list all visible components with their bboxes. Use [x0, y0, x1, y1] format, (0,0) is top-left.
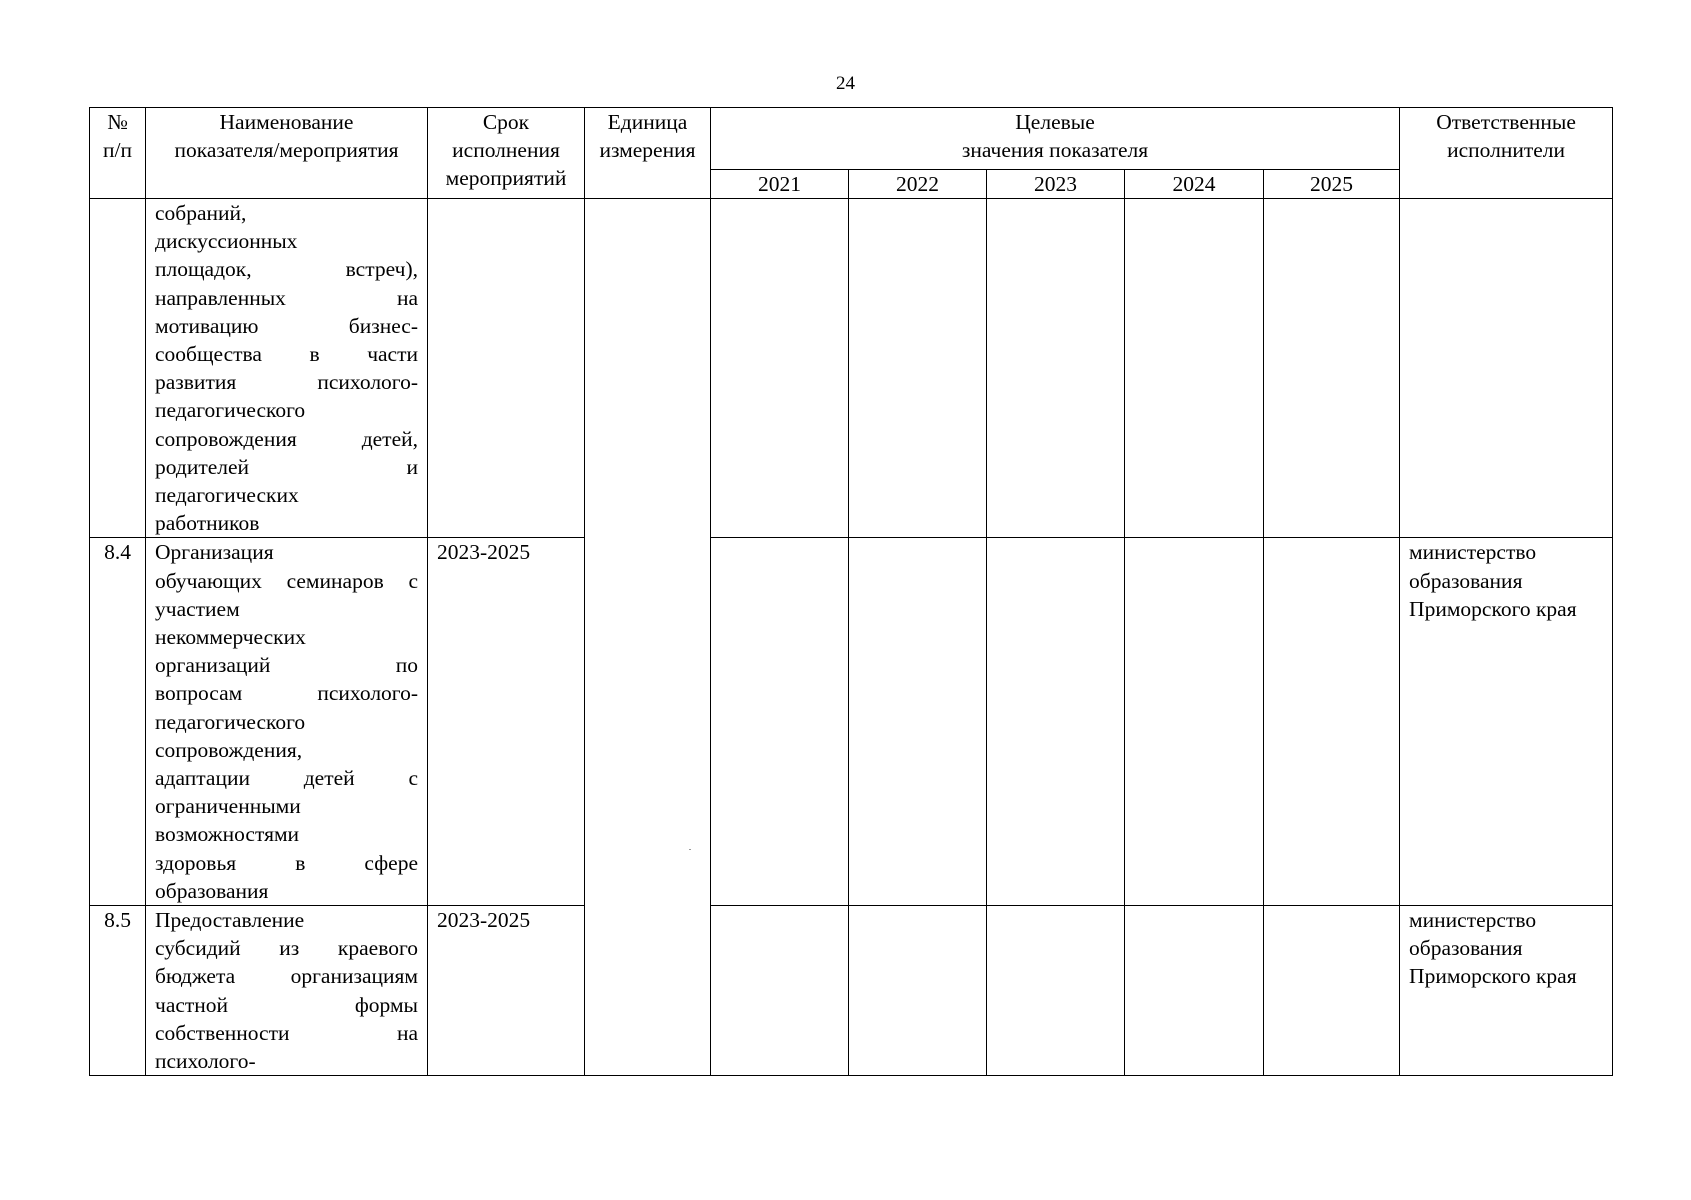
responsible-line: министерство [1409, 908, 1537, 933]
row-name [146, 199, 428, 538]
row-value-2024 [1125, 199, 1264, 538]
header-name-line1: Наименование [219, 110, 354, 134]
row-num: 8.4 [90, 538, 146, 906]
row-term: 2023-2025 [428, 906, 585, 1076]
header-num-line1: № [107, 110, 128, 134]
header-num [90, 108, 146, 199]
header-unit-line1: Единица [607, 110, 688, 134]
header-year: 2023 [987, 170, 1125, 199]
indicators-table [89, 107, 1613, 1076]
name-line: работников [155, 511, 260, 536]
header-target-line2: значения показателя [961, 138, 1149, 162]
name-line: Организация [155, 540, 274, 565]
name-line: некоммерческих [155, 625, 306, 650]
row-value-2022 [849, 906, 987, 1076]
row-value-2021 [711, 906, 849, 1076]
row-value-2024 [1125, 906, 1264, 1076]
page-number: 24 [836, 73, 855, 94]
row-value-2025 [1264, 199, 1400, 538]
header-target-line1: Целевые [1015, 110, 1095, 134]
name-line: участием [155, 596, 240, 621]
header-num-line2: п/п [103, 138, 132, 162]
responsible-line: Приморского края [1409, 964, 1577, 989]
header-year: 2022 [849, 170, 987, 199]
responsible-line: министерство [1409, 540, 1537, 565]
responsible-line: образования [1409, 568, 1523, 593]
name-line: собственности на [155, 1020, 418, 1045]
header-term-line3: мероприятий [445, 166, 567, 190]
header-unit [585, 108, 711, 199]
name-line: образования [155, 878, 269, 903]
name-line: собраний, [155, 201, 247, 225]
row-responsible [1400, 538, 1613, 906]
row-value-2025 [1264, 906, 1400, 1076]
row-value-2023 [987, 199, 1125, 538]
name-line: организаций по [155, 653, 418, 678]
header-resp-line2: исполнители [1447, 138, 1566, 162]
row-term: 2023-2025 [428, 538, 585, 906]
name-line: психолого- [155, 1049, 256, 1074]
row-term [428, 199, 585, 538]
row-value-2021 [711, 538, 849, 906]
name-line: сообщества в части [155, 342, 418, 367]
row-value-2025 [1264, 538, 1400, 906]
header-year: 2021 [711, 170, 849, 199]
row-num: 8.5 [90, 906, 146, 1076]
name-line: сопровождения, [155, 737, 303, 762]
responsible-line: образования [1409, 936, 1523, 961]
row-name [146, 906, 428, 1076]
responsible-line: Приморского края [1409, 596, 1577, 621]
name-line: здоровья в сфере [155, 850, 418, 875]
name-line: частной формы [155, 992, 418, 1017]
header-year: 2024 [1125, 170, 1264, 199]
header-resp-line1: Ответственные [1436, 110, 1576, 134]
row-value-2021 [711, 199, 849, 538]
row-value-2023 [987, 906, 1125, 1076]
header-name-line2: показателя/мероприятия [174, 138, 399, 162]
header-unit-line2: измерения [599, 138, 696, 162]
header-target-values [711, 108, 1400, 170]
table-row [90, 538, 1613, 906]
row-name [146, 538, 428, 906]
name-line: площадок, встреч), [155, 257, 418, 282]
table-row [90, 199, 1613, 538]
row-value-2024 [1125, 538, 1264, 906]
header-term [428, 108, 585, 199]
header-term-line1: Срок [482, 110, 530, 134]
name-line: родителей и [155, 454, 418, 479]
name-line: сопровождения детей, [155, 426, 418, 451]
row-responsible [1400, 906, 1613, 1076]
header-name [146, 108, 428, 199]
name-line: педагогических [155, 483, 299, 508]
name-line: субсидий из краевого [155, 936, 418, 961]
name-line: развития психолого- [155, 370, 418, 395]
row-responsible [1400, 199, 1613, 538]
header-year: 2025 [1264, 170, 1400, 199]
header-term-line2: исполнения [452, 138, 560, 162]
table-row [90, 906, 1613, 1076]
name-line: адаптации детей с [155, 766, 418, 791]
row-value-2022 [849, 199, 987, 538]
name-line: педагогического [155, 398, 306, 423]
name-line: дискуссионных [155, 229, 298, 254]
name-line: бюджета организациям [155, 964, 418, 989]
name-line: направленных на [155, 285, 418, 310]
name-line: мотивацию бизнес- [155, 313, 418, 338]
name-line: Предоставление [155, 908, 305, 933]
name-line: педагогического [155, 709, 306, 734]
name-line: возможностями [155, 822, 300, 847]
row-value-2023 [987, 538, 1125, 906]
row-unit [585, 199, 711, 1076]
name-line: вопросам психолого- [155, 681, 418, 706]
scan-speck [689, 849, 691, 850]
name-line: ограниченными [155, 794, 301, 819]
row-num [90, 199, 146, 538]
name-line: обучающих семинаров с [155, 568, 418, 593]
row-value-2022 [849, 538, 987, 906]
header-responsible [1400, 108, 1613, 199]
